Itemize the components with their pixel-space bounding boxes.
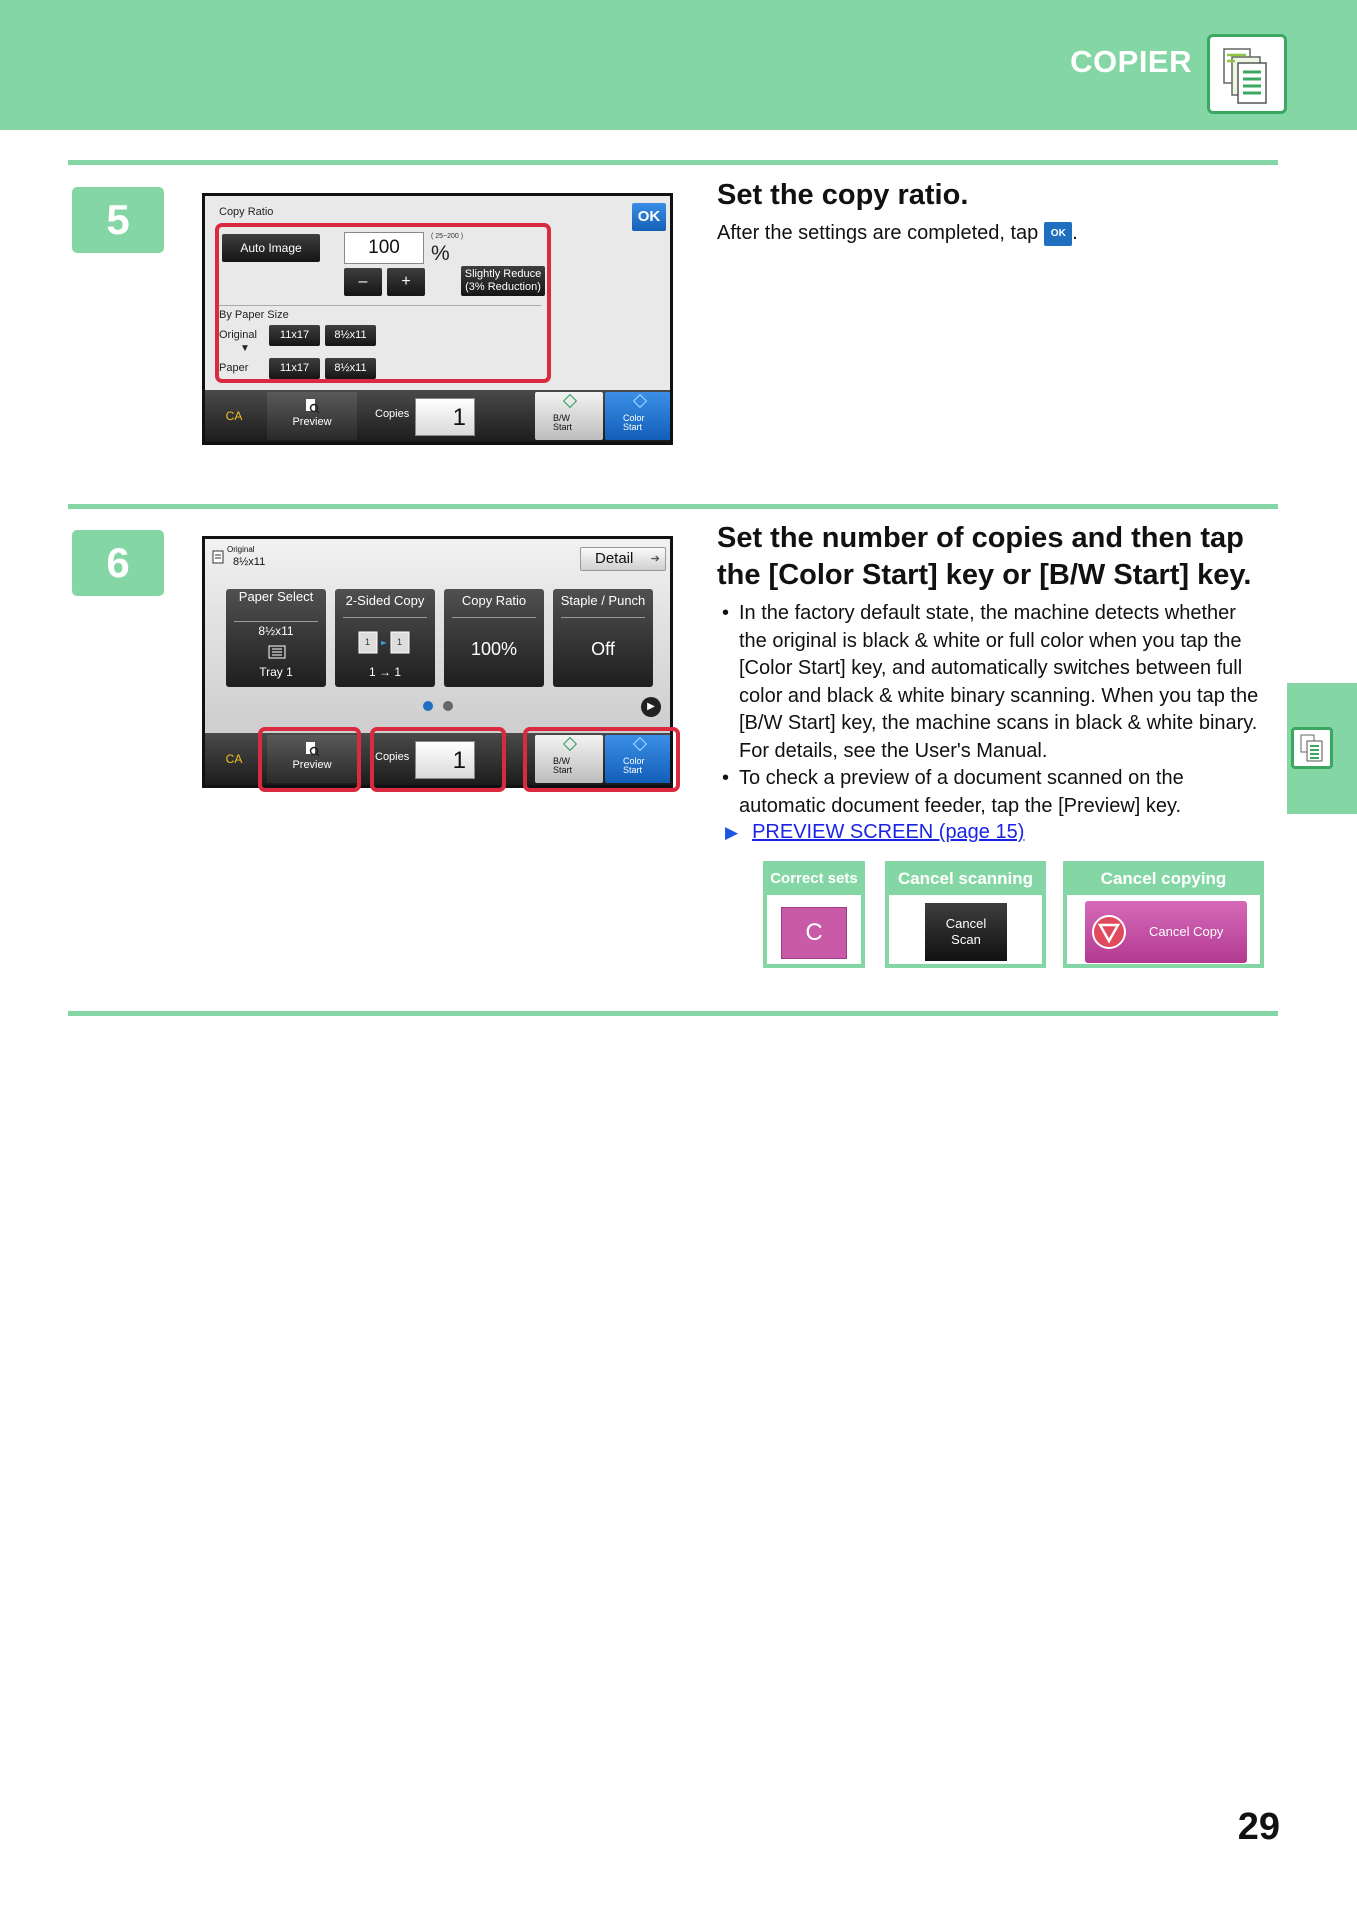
paper-size-11x17-button[interactable]: 11x17 (269, 358, 320, 379)
step-number-badge: 6 (72, 530, 164, 596)
panel-title: Correct sets (767, 865, 861, 895)
percent-sign: % (431, 242, 450, 265)
original-label: Original (227, 545, 255, 554)
step5-heading: Set the copy ratio. (717, 179, 969, 211)
tile-paper-size: 8½x11 (258, 624, 294, 638)
bottom-action-bar (205, 390, 670, 442)
tile-tray: Tray 1 (259, 665, 293, 679)
tile-title: Copy Ratio (461, 593, 527, 608)
highlight-ratio-settings (215, 223, 551, 383)
svg-text:1: 1 (397, 637, 403, 647)
tile-value: Off (591, 639, 615, 659)
cancel-scan-button[interactable]: Cancel Scan (925, 903, 1007, 961)
detail-button[interactable] (580, 547, 666, 571)
tile-separator (561, 617, 645, 618)
tile-value: 100% (470, 639, 518, 659)
original-size: 8½x11 (233, 556, 266, 568)
page-dot[interactable] (443, 701, 453, 711)
bw-start-button[interactable] (535, 392, 603, 440)
preview-label: Preview (292, 416, 332, 428)
tile-title: Staple / Punch (560, 593, 646, 608)
stop-triangle-icon (1091, 914, 1127, 950)
preset-line2: (3% Reduction) (465, 281, 541, 293)
step-number-badge: 5 (72, 187, 164, 253)
page-dot-active[interactable] (423, 701, 433, 711)
tile-title: Paper Select (238, 589, 314, 604)
triangle-right-icon: ▶ (725, 823, 739, 842)
correct-sets-panel (763, 861, 865, 968)
color-start-button[interactable] (605, 392, 673, 440)
next-page-icon[interactable]: ▶ (641, 697, 661, 717)
section-divider (68, 504, 1278, 509)
ratio-range: ( 25~200 ) (431, 233, 464, 240)
paper-tray-icon (268, 645, 286, 662)
panel-title: Cancel copying (1067, 865, 1260, 895)
tile-separator (343, 617, 427, 618)
arrow-down-icon: ▼ (240, 343, 250, 354)
copies-control[interactable] (363, 392, 475, 440)
original-document-icon (212, 550, 224, 569)
start-diamond-icon (633, 394, 647, 408)
original-size-letter-button[interactable]: 8½x11 (325, 325, 376, 346)
copies-value[interactable]: 1 (415, 741, 475, 779)
tile-separator (452, 617, 536, 618)
preview-screen-link[interactable]: PREVIEW SCREEN (page 15) (752, 821, 1025, 843)
step6-heading: Set the number of copies and then tap the [Color Start] key or [B/W Start] key. (717, 522, 1252, 591)
list-item: • To check a preview of a document scanned on the automatic document feeder, tap the [Preview] key. (722, 765, 1262, 820)
original-label: Original (219, 329, 257, 341)
tile-staple-punch[interactable] (553, 589, 653, 687)
cancel-copying-panel (1063, 861, 1264, 968)
clear-all-button[interactable]: CA (225, 752, 243, 766)
page-number: 29 (1237, 1806, 1280, 1848)
highlight-preview (258, 727, 361, 792)
copies-label: Copies (375, 408, 410, 420)
paper-label: Paper (219, 362, 249, 374)
preview-icon (267, 398, 357, 416)
tile-title: 2-Sided Copy (345, 593, 425, 608)
section-divider (68, 1011, 1278, 1016)
tile-duplex-value: 1 → 1 (368, 665, 401, 679)
copier-documents-icon (1291, 727, 1333, 769)
color-start-label: Color Start (623, 413, 645, 432)
color-start-label: Color Start (623, 756, 645, 775)
step6-notes (722, 600, 1262, 820)
plus-button[interactable]: + (387, 268, 425, 296)
tile-separator (234, 621, 318, 622)
preview-label: Preview (292, 759, 332, 771)
duplex-mode-icon (357, 629, 413, 658)
page-header (0, 0, 1357, 130)
svg-text:1: 1 (365, 637, 371, 647)
screen-title: Copy Ratio (219, 206, 274, 218)
highlight-start-keys (523, 727, 680, 792)
bw-start-label: B/W Start (553, 756, 573, 775)
minus-button[interactable]: – (344, 268, 382, 296)
detail-label: Detail (595, 550, 634, 567)
clear-all-button[interactable]: CA (225, 409, 243, 423)
cancel-scanning-panel (885, 861, 1046, 968)
highlight-copies (370, 727, 506, 792)
copier-documents-icon (1207, 34, 1287, 114)
arrow-right-icon: ➔ (650, 553, 660, 565)
panel-title: Cancel scanning (889, 865, 1042, 895)
preview-screen-reference (725, 821, 1024, 844)
ok-button[interactable]: OK (632, 203, 666, 231)
ok-inline-icon: OK (1044, 222, 1072, 246)
section-title: COPIER (1070, 44, 1192, 79)
copies-value[interactable]: 1 (415, 398, 475, 436)
list-item: • In the factory default state, the machine detects whether the original is black & white or full color when you tap the [Color Start] key, and automatically switches between full color and black & white binary scanning. When you tap the [B/W Start] key, the machine scans in black & white binary. For details, see the User's Manual. (722, 600, 1262, 765)
start-diamond-icon (563, 394, 577, 408)
original-size-11x17-button[interactable]: 11x17 (269, 325, 320, 346)
ratio-input[interactable]: 100 (344, 232, 424, 264)
auto-image-button[interactable]: Auto Image (222, 234, 320, 262)
by-paper-size-label: By Paper Size (219, 309, 289, 321)
tile-paper-select[interactable] (226, 589, 326, 687)
tile-2-sided-copy[interactable] (335, 589, 435, 687)
cancel-copy-label: Cancel Copy (1149, 924, 1224, 939)
preview-button[interactable] (267, 392, 357, 440)
bw-start-label: B/W Start (553, 413, 573, 432)
step5-instruction: After the settings are completed, tap OK . (717, 222, 1078, 244)
correct-sets-button[interactable]: C (781, 907, 847, 959)
paper-size-letter-button[interactable]: 8½x11 (325, 358, 376, 379)
tile-copy-ratio[interactable] (444, 589, 544, 687)
copies-label: Copies (375, 751, 410, 763)
cancel-copy-button[interactable] (1085, 901, 1247, 963)
section-divider (68, 160, 1278, 165)
preset-line1: Slightly Reduce (464, 268, 542, 280)
